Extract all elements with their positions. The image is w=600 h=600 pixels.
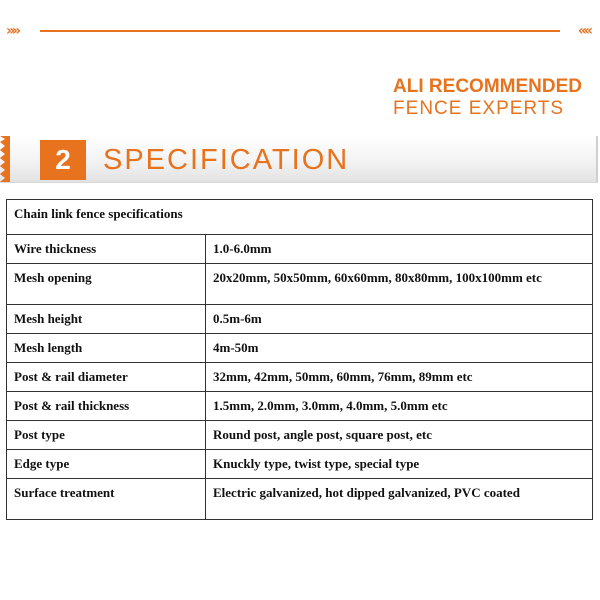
spec-value: Electric galvanized, hot dipped galvanized, PVC coated bbox=[206, 479, 593, 520]
table-row bbox=[7, 264, 593, 305]
left-chevrons-icon: »» bbox=[6, 23, 19, 39]
top-divider-line bbox=[40, 30, 560, 32]
spec-label: Edge type bbox=[7, 450, 206, 479]
spec-label: Post & rail thickness bbox=[7, 392, 206, 421]
table-row bbox=[7, 334, 593, 363]
brand-line1: ALI RECOMMENDED bbox=[393, 76, 582, 97]
spec-label: Mesh length bbox=[7, 334, 206, 363]
spec-label: Mesh opening bbox=[7, 264, 206, 305]
spec-value: Knuckly type, twist type, special type bbox=[206, 450, 593, 479]
table-row bbox=[7, 421, 593, 450]
brand-block bbox=[393, 76, 582, 120]
spec-value: 4m-50m bbox=[206, 334, 593, 363]
table-row bbox=[7, 235, 593, 264]
table-title: Chain link fence specifications bbox=[7, 200, 593, 235]
right-chevrons-icon: «« bbox=[577, 23, 590, 39]
table-row bbox=[7, 450, 593, 479]
table-row bbox=[7, 392, 593, 421]
section-number: 2 bbox=[40, 140, 86, 180]
spec-label: Post & rail diameter bbox=[7, 363, 206, 392]
section-header bbox=[0, 136, 600, 182]
zigzag-edge-icon bbox=[0, 136, 10, 182]
table-title-row bbox=[7, 200, 593, 235]
spec-value: 1.0-6.0mm bbox=[206, 235, 593, 264]
spec-value: Round post, angle post, square post, etc bbox=[206, 421, 593, 450]
spec-value: 32mm, 42mm, 50mm, 60mm, 76mm, 89mm etc bbox=[206, 363, 593, 392]
spec-table bbox=[6, 199, 593, 520]
spec-value: 0.5m-6m bbox=[206, 305, 593, 334]
section-title: SPECIFICATION bbox=[103, 144, 350, 176]
table-row bbox=[7, 363, 593, 392]
spec-value: 1.5mm, 2.0mm, 3.0mm, 4.0mm, 5.0mm etc bbox=[206, 392, 593, 421]
brand-line2: FENCE EXPERTS bbox=[393, 98, 565, 119]
table-row bbox=[7, 479, 593, 520]
spec-label: Wire thickness bbox=[7, 235, 206, 264]
table-row bbox=[7, 305, 593, 334]
spec-label: Post type bbox=[7, 421, 206, 450]
spec-label: Mesh height bbox=[7, 305, 206, 334]
spec-value: 20x20mm, 50x50mm, 60x60mm, 80x80mm, 100x100mm etc bbox=[206, 264, 593, 305]
spec-label: Surface treatment bbox=[7, 479, 206, 520]
